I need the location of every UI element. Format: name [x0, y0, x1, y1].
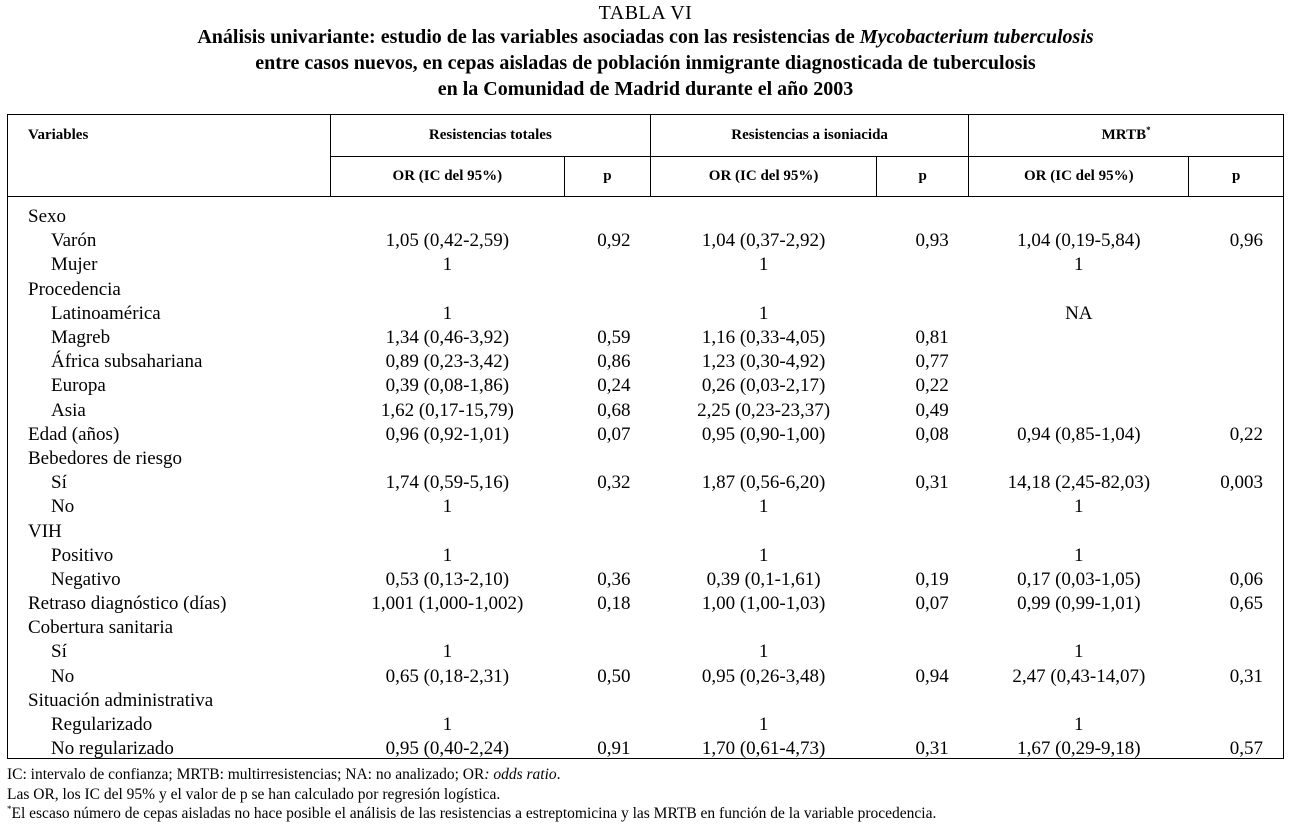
category-label: África subsahariana [51, 351, 203, 373]
table-row [8, 302, 1283, 326]
or-total-cell [330, 519, 564, 543]
or-total-cell: 0,53 (0,13-2,10) [385, 568, 510, 590]
p-mrtb-cell: 0,57 [1229, 738, 1263, 760]
p-total-cell [564, 495, 650, 519]
p-total-cell [564, 205, 650, 229]
p-total-cell: 0,91 [597, 738, 631, 760]
table-row [8, 737, 1283, 761]
table-row [8, 278, 1283, 302]
p-mrtb-cell [1189, 302, 1283, 326]
p-mrtb-cell [1189, 326, 1283, 350]
table-title-line-1 [0, 24, 1291, 50]
or-total-cell: 1 [442, 496, 453, 518]
p-mrtb-cell [1189, 447, 1283, 471]
or-isoniacida-cell: 1 [758, 302, 769, 324]
p-mrtb-cell [1189, 350, 1283, 374]
or-mrtb-cell [969, 278, 1189, 302]
or-isoniacida-cell: 1,00 (1,00-1,03) [701, 593, 826, 615]
table-body [8, 205, 1283, 761]
p-isoniacida-cell [877, 495, 969, 519]
category-label: Latinoamérica [51, 302, 161, 324]
category-label: Positivo [51, 544, 114, 566]
p-isoniacida-cell [877, 447, 969, 471]
or-isoniacida-cell [650, 616, 876, 640]
or-isoniacida-cell: 1 [758, 714, 769, 736]
p-isoniacida-cell: 0,07 [915, 593, 949, 615]
or-isoniacida-cell [650, 689, 876, 713]
p-isoniacida-cell [877, 519, 969, 543]
or-total-cell: 1,74 (0,59-5,16) [385, 472, 510, 494]
or-isoniacida-cell [650, 205, 876, 229]
or-isoniacida-cell [650, 278, 876, 302]
header-or-3: OR (IC del 95%) [969, 157, 1189, 197]
p-isoniacida-cell [877, 640, 969, 664]
or-total-cell: 1,62 (0,17-15,79) [380, 399, 514, 421]
category-label: Asia [51, 399, 86, 421]
variable-label: VIH [28, 520, 62, 542]
or-total-cell: 1 [442, 641, 453, 663]
or-total-cell: 1 [442, 714, 453, 736]
table-row [8, 326, 1283, 350]
p-mrtb-cell: 0,003 [1220, 472, 1263, 494]
header-or-1: OR (IC del 95%) [330, 157, 564, 197]
p-isoniacida-cell [877, 544, 969, 568]
or-total-cell [330, 616, 564, 640]
table-number: TABLA VI [598, 2, 693, 24]
or-mrtb-cell [969, 519, 1189, 543]
category-label: No [51, 665, 75, 687]
p-isoniacida-cell: 0,77 [915, 351, 949, 373]
p-total-cell: 0,86 [597, 351, 631, 373]
category-label: Sí [51, 472, 67, 494]
p-mrtb-cell [1189, 689, 1283, 713]
title-species: Mycobacterium tuberculosis [859, 26, 1094, 48]
or-total-cell [330, 447, 564, 471]
p-isoniacida-cell [877, 278, 969, 302]
p-isoniacida-cell [877, 253, 969, 277]
p-total-cell [564, 278, 650, 302]
p-isoniacida-cell [877, 689, 969, 713]
p-total-cell [564, 253, 650, 277]
header-or-2: OR (IC del 95%) [650, 157, 876, 197]
table-row [8, 713, 1283, 737]
or-total-cell: 1 [442, 302, 453, 324]
variable-label: Edad (años) [28, 423, 120, 445]
or-mrtb-cell: 1 [1074, 714, 1084, 736]
or-mrtb-cell: 1 [1074, 254, 1084, 276]
table-row [8, 253, 1283, 277]
category-label: Sí [51, 641, 67, 663]
p-mrtb-cell [1189, 544, 1283, 568]
category-label: Europa [51, 375, 106, 397]
footnote-period: . [556, 766, 561, 783]
p-total-cell: 0,50 [597, 665, 631, 687]
or-mrtb-cell [969, 205, 1189, 229]
p-mrtb-cell [1189, 519, 1283, 543]
table-row [8, 447, 1283, 471]
p-total-cell: 0,32 [597, 472, 631, 494]
p-isoniacida-cell: 0,31 [915, 472, 949, 494]
or-mrtb-cell: NA [1065, 302, 1093, 324]
table-row [8, 374, 1283, 398]
p-total-cell: 0,68 [597, 399, 631, 421]
p-isoniacida-cell: 0,19 [915, 568, 949, 590]
or-mrtb-cell [969, 399, 1189, 423]
p-mrtb-cell [1189, 713, 1283, 737]
footnote-odds-ratio: : odds ratio [484, 766, 557, 783]
or-mrtb-cell: 0,94 (0,85-1,04) [1017, 423, 1141, 445]
header-p-2: p [877, 157, 969, 197]
or-isoniacida-cell: 1,04 (0,37-2,92) [701, 230, 826, 252]
p-mrtb-cell [1189, 616, 1283, 640]
p-total-cell [564, 713, 650, 737]
variable-label: Sexo [28, 206, 66, 228]
p-total-cell: 0,59 [597, 327, 631, 349]
table-row [8, 592, 1283, 616]
table-row [8, 640, 1283, 664]
or-total-cell [330, 205, 564, 229]
or-total-cell: 1,05 (0,42-2,59) [385, 230, 510, 252]
or-isoniacida-cell: 0,95 (0,90-1,00) [701, 423, 826, 445]
p-isoniacida-cell [877, 302, 969, 326]
or-mrtb-cell: 1,04 (0,19-5,84) [1017, 230, 1141, 252]
table-row [8, 399, 1283, 423]
category-label: No regularizado [51, 738, 174, 760]
footnote-mrtb-mark: * [7, 803, 12, 814]
category-label: Magreb [51, 327, 111, 349]
or-isoniacida-cell: 0,95 (0,26-3,48) [701, 665, 826, 687]
header-p-1: p [564, 157, 650, 197]
footnote-mark: * [1146, 125, 1151, 135]
table-row [8, 205, 1283, 229]
p-total-cell [564, 689, 650, 713]
p-isoniacida-cell: 0,81 [915, 327, 949, 349]
table-row [8, 229, 1283, 253]
or-total-cell [330, 278, 564, 302]
table-row [8, 544, 1283, 568]
p-mrtb-cell: 0,96 [1229, 230, 1263, 252]
or-isoniacida-cell: 1 [758, 254, 769, 276]
header-mrtb-label: MRTB [1101, 127, 1147, 143]
or-mrtb-cell: 0,99 (0,99-1,01) [1017, 593, 1141, 615]
or-mrtb-cell [969, 616, 1189, 640]
table-heading [0, 0, 1291, 102]
p-mrtb-cell: 0,65 [1229, 593, 1263, 615]
p-mrtb-cell [1189, 253, 1283, 277]
or-isoniacida-cell: 0,39 (0,1-1,61) [706, 568, 821, 590]
or-total-cell: 1 [442, 254, 453, 276]
variable-label: Bebedores de riesgo [28, 447, 183, 469]
p-mrtb-cell [1189, 640, 1283, 664]
or-isoniacida-cell [650, 447, 876, 471]
p-isoniacida-cell [877, 713, 969, 737]
p-mrtb-cell [1189, 205, 1283, 229]
footnote-method: Las OR, los IC del 95% y el valor de p se han calculado por regresión logística. [7, 785, 501, 803]
or-total-cell: 1,34 (0,46-3,92) [385, 327, 510, 349]
or-isoniacida-cell: 1 [758, 496, 769, 518]
or-mrtb-cell [969, 447, 1189, 471]
table-header [8, 115, 1283, 196]
or-total-cell: 0,89 (0,23-3,42) [385, 351, 510, 373]
or-mrtb-cell: 1 [1074, 641, 1084, 663]
or-mrtb-cell [969, 374, 1189, 398]
footnotes [7, 765, 1287, 824]
footnote-abbreviations [7, 765, 1287, 785]
or-isoniacida-cell: 1 [758, 641, 769, 663]
table-row [8, 689, 1283, 713]
variable-label: Retraso diagnóstico (días) [28, 593, 227, 615]
p-total-cell: 0,18 [597, 593, 631, 615]
header-variables: Variables [28, 127, 89, 144]
p-total-cell: 0,92 [597, 230, 631, 252]
or-mrtb-cell [969, 689, 1189, 713]
p-mrtb-cell [1189, 399, 1283, 423]
footnote-mrtb-text: El escaso número de cepas aisladas no hace posible el análisis de las resistencias a estreptomicina y las MRTB en función de la variable procedencia. [11, 805, 937, 822]
or-isoniacida-cell: 0,26 (0,03-2,17) [701, 375, 826, 397]
p-total-cell: 0,24 [597, 375, 631, 397]
p-total-cell: 0,07 [597, 423, 631, 445]
p-isoniacida-cell: 0,94 [915, 665, 949, 687]
p-isoniacida-cell: 0,49 [915, 399, 949, 421]
p-total-cell [564, 519, 650, 543]
p-total-cell [564, 544, 650, 568]
or-mrtb-cell [969, 350, 1189, 374]
header-group-isoniacida: Resistencias a isoniacida [650, 115, 968, 157]
p-mrtb-cell: 0,06 [1229, 568, 1263, 590]
or-total-cell: 0,95 (0,40-2,24) [385, 738, 510, 760]
category-label: Negativo [51, 568, 121, 590]
or-isoniacida-cell: 1 [758, 544, 769, 566]
p-mrtb-cell: 0,31 [1229, 665, 1263, 687]
table-row [8, 471, 1283, 495]
or-total-cell: 1 [442, 544, 453, 566]
category-label: Mujer [51, 254, 98, 276]
or-total-cell: 1,001 (1,000-1,002) [371, 593, 524, 615]
or-mrtb-cell: 1,67 (0,29-9,18) [1017, 738, 1141, 760]
p-total-cell [564, 302, 650, 326]
p-mrtb-cell [1189, 374, 1283, 398]
or-total-cell: 0,65 (0,18-2,31) [385, 665, 510, 687]
variable-label: Situación administrativa [28, 689, 214, 711]
table-row [8, 423, 1283, 447]
p-isoniacida-cell [877, 205, 969, 229]
results-table [7, 114, 1284, 759]
p-total-cell [564, 616, 650, 640]
or-total-cell [330, 689, 564, 713]
category-label: Regularizado [51, 714, 153, 736]
footnote-abbrev-text: IC: intervalo de confianza; MRTB: multirresistencias; NA: no analizado; OR [7, 766, 485, 783]
or-isoniacida-cell: 2,25 (0,23-23,37) [697, 399, 831, 421]
category-label: No [51, 496, 75, 518]
header-group-total: Resistencias totales [330, 115, 650, 157]
header-group-mrtb [969, 115, 1283, 157]
p-isoniacida-cell: 0,08 [915, 423, 949, 445]
p-total-cell: 0,36 [597, 568, 631, 590]
table-row [8, 568, 1283, 592]
p-isoniacida-cell: 0,22 [915, 375, 949, 397]
or-mrtb-cell: 1 [1074, 544, 1084, 566]
or-total-cell: 0,39 (0,08-1,86) [385, 375, 510, 397]
title-text-1: Análisis univariante: estudio de las variables asociadas con las resistencias de [197, 26, 860, 48]
or-total-cell: 0,96 (0,92-1,01) [385, 423, 510, 445]
table-title-line-2: entre casos nuevos, en cepas aisladas de población inmigrante diagnosticada de tuberculosis [255, 52, 1036, 74]
p-isoniacida-cell: 0,31 [915, 738, 949, 760]
or-mrtb-cell: 0,17 (0,03-1,05) [1017, 568, 1141, 590]
p-mrtb-cell [1189, 495, 1283, 519]
p-mrtb-cell [1189, 278, 1283, 302]
table-row [8, 665, 1283, 689]
variable-label: Cobertura sanitaria [28, 617, 174, 639]
or-isoniacida-cell [650, 519, 876, 543]
p-mrtb-cell: 0,22 [1229, 423, 1263, 445]
or-mrtb-cell [969, 326, 1189, 350]
table-row [8, 519, 1283, 543]
or-isoniacida-cell: 1,23 (0,30-4,92) [701, 351, 826, 373]
or-mrtb-cell: 1 [1074, 496, 1084, 518]
p-total-cell [564, 447, 650, 471]
table-row [8, 616, 1283, 640]
category-label: Varón [51, 230, 97, 252]
p-isoniacida-cell: 0,93 [915, 230, 949, 252]
or-isoniacida-cell: 1,87 (0,56-6,20) [701, 472, 826, 494]
or-mrtb-cell: 14,18 (2,45-82,03) [1007, 472, 1151, 494]
p-total-cell [564, 640, 650, 664]
variable-label: Procedencia [28, 278, 121, 300]
or-isoniacida-cell: 1,70 (0,61-4,73) [701, 738, 826, 760]
or-mrtb-cell: 2,47 (0,43-14,07) [1012, 665, 1146, 687]
table-row [8, 495, 1283, 519]
table-title-line-3: en la Comunidad de Madrid durante el año 2003 [437, 78, 854, 100]
header-empty [8, 157, 330, 197]
header-p-3: p [1189, 157, 1283, 197]
p-isoniacida-cell [877, 616, 969, 640]
or-isoniacida-cell: 1,16 (0,33-4,05) [701, 327, 826, 349]
table-row [8, 350, 1283, 374]
footnote-mrtb [7, 804, 1287, 824]
header-divider [8, 196, 1283, 197]
